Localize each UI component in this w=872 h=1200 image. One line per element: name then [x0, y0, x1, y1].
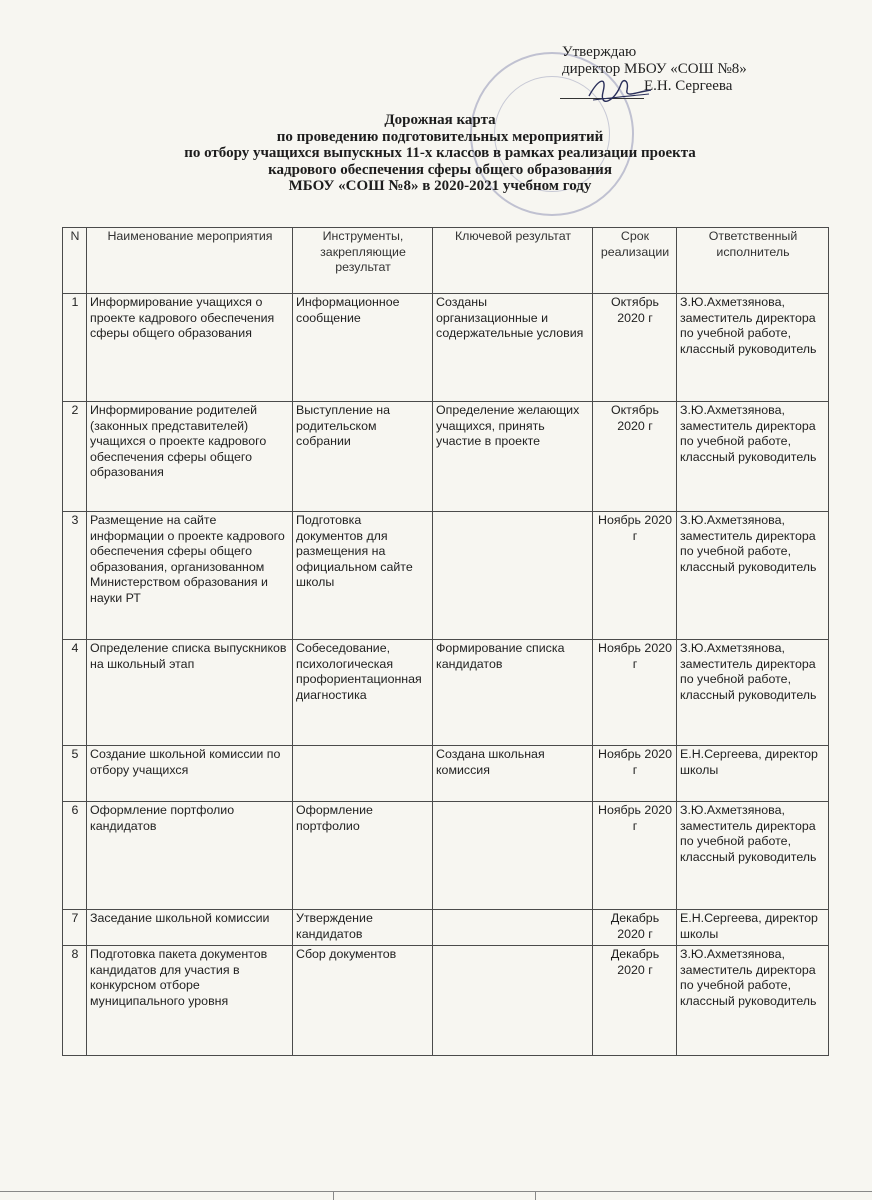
cell-tools: Сбор документов: [293, 946, 433, 1056]
header-event: Наименование мероприятия: [87, 228, 293, 294]
cell-responsible: З.Ю.Ахметзянова, заместитель директора по учебной работе, классный руководитель: [677, 946, 829, 1056]
cell-n: 3: [63, 512, 87, 640]
cell-n: 4: [63, 640, 87, 746]
header-result: Ключевой результат: [433, 228, 593, 294]
cell-result: [433, 802, 593, 910]
cell-result: Определение желающих учащихся, принять участие в проекте: [433, 402, 593, 512]
table-row: [63, 640, 829, 746]
cell-responsible: Е.Н.Сергеева, директор школы: [677, 910, 829, 946]
cell-tools: Подготовка документов для размещения на официальном сайте школы: [293, 512, 433, 640]
title-line-2: по проведению подготовительных мероприятий: [276, 128, 604, 145]
cell-period: Ноябрь 2020 г: [593, 802, 677, 910]
cell-result: Создана школьная комиссия: [433, 746, 593, 802]
table-row: [63, 802, 829, 910]
cell-n: 2: [63, 402, 87, 512]
table-row: [63, 512, 829, 640]
cell-event: Оформление портфолио кандидатов: [87, 802, 293, 910]
cell-period: Декабрь 2020 г: [593, 910, 677, 946]
document-title: [60, 112, 820, 195]
cell-responsible: Е.Н.Сергеева, директор школы: [677, 746, 829, 802]
scan-divider: [333, 1191, 334, 1200]
cell-n: 6: [63, 802, 87, 910]
cell-period: Ноябрь 2020 г: [593, 746, 677, 802]
cell-responsible: З.Ю.Ахметзянова, заместитель директора по учебной работе, классный руководитель: [677, 802, 829, 910]
cell-n: 8: [63, 946, 87, 1056]
cell-event: Заседание школьной комиссии: [87, 910, 293, 946]
cell-result: Формирование списка кандидатов: [433, 640, 593, 746]
cell-event: Размещение на сайте информации о проекте кадрового обеспечения сферы общего образования, организованном Министерством образования и науки РТ: [87, 512, 293, 640]
table-header-row: [63, 228, 829, 294]
header-period: Срок реализации: [593, 228, 677, 294]
cell-tools: Выступление на родительском собрании: [293, 402, 433, 512]
cell-result: [433, 910, 593, 946]
header-responsible: Ответственный исполнитель: [677, 228, 829, 294]
cell-event: Подготовка пакета документов кандидатов для участия в конкурсном отборе муниципального уровня: [87, 946, 293, 1056]
cell-responsible: З.Ю.Ахметзянова, заместитель директора по учебной работе, классный руководитель: [677, 512, 829, 640]
cell-result: Созданы организационные и содержательные условия: [433, 294, 593, 402]
header-n: N: [63, 228, 87, 294]
title-line-3: по отбору учащихся выпускных 11-х классов в рамках реализации проекта: [184, 145, 696, 161]
cell-tools: Собеседование, психологическая профориентационная диагностика: [293, 640, 433, 746]
cell-n: 5: [63, 746, 87, 802]
cell-period: Октябрь 2020 г: [593, 402, 677, 512]
table-row: [63, 402, 829, 512]
title-line-5: МБОУ «СОШ №8» в 2020-2021 учебном году: [288, 178, 592, 194]
table-row: [63, 294, 829, 402]
table-row: [63, 946, 829, 1056]
title-line-1: Дорожная карта: [384, 112, 496, 128]
cell-event: Информирование родителей (законных представителей) учащихся о проекте кадрового обеспечения сферы общего образования: [87, 402, 293, 512]
cell-period: Ноябрь 2020 г: [593, 640, 677, 746]
cell-period: Ноябрь 2020 г: [593, 512, 677, 640]
cell-event: Информирование учащихся о проекте кадрового обеспечения сферы общего образования: [87, 294, 293, 402]
cell-tools: Оформление портфолио: [293, 802, 433, 910]
roadmap-table: [62, 227, 829, 1056]
scan-bottom-edge: [0, 1191, 872, 1192]
table-row: [63, 910, 829, 946]
title-line-4: кадрового обеспечения сферы общего образования: [268, 161, 612, 178]
cell-tools: [293, 746, 433, 802]
cell-result: [433, 512, 593, 640]
cell-responsible: З.Ю.Ахметзянова, заместитель директора по учебной работе, классный руководитель: [677, 640, 829, 746]
approval-word: Утверждаю: [562, 44, 637, 60]
cell-tools: Информационное сообщение: [293, 294, 433, 402]
cell-tools: Утверждение кандидатов: [293, 910, 433, 946]
approval-position: директор МБОУ «СОШ №8»: [562, 61, 747, 77]
approval-signer: Е.Н. Сергеева: [644, 78, 733, 94]
cell-n: 7: [63, 910, 87, 946]
cell-responsible: З.Ю.Ахметзянова, заместитель директора по учебной работе, классный руководитель: [677, 294, 829, 402]
cell-responsible: З.Ю.Ахметзянова, заместитель директора по учебной работе, классный руководитель: [677, 402, 829, 512]
signature-icon: [585, 72, 655, 106]
table-row: [63, 746, 829, 802]
cell-result: [433, 946, 593, 1056]
cell-period: Декабрь 2020 г: [593, 946, 677, 1056]
scan-divider: [535, 1191, 536, 1200]
cell-event: Определение списка выпускников на школьный этап: [87, 640, 293, 746]
cell-period: Октябрь 2020 г: [593, 294, 677, 402]
cell-n: 1: [63, 294, 87, 402]
header-tools: Инструменты, закрепляющие результат: [293, 228, 433, 294]
cell-event: Создание школьной комиссии по отбору учащихся: [87, 746, 293, 802]
